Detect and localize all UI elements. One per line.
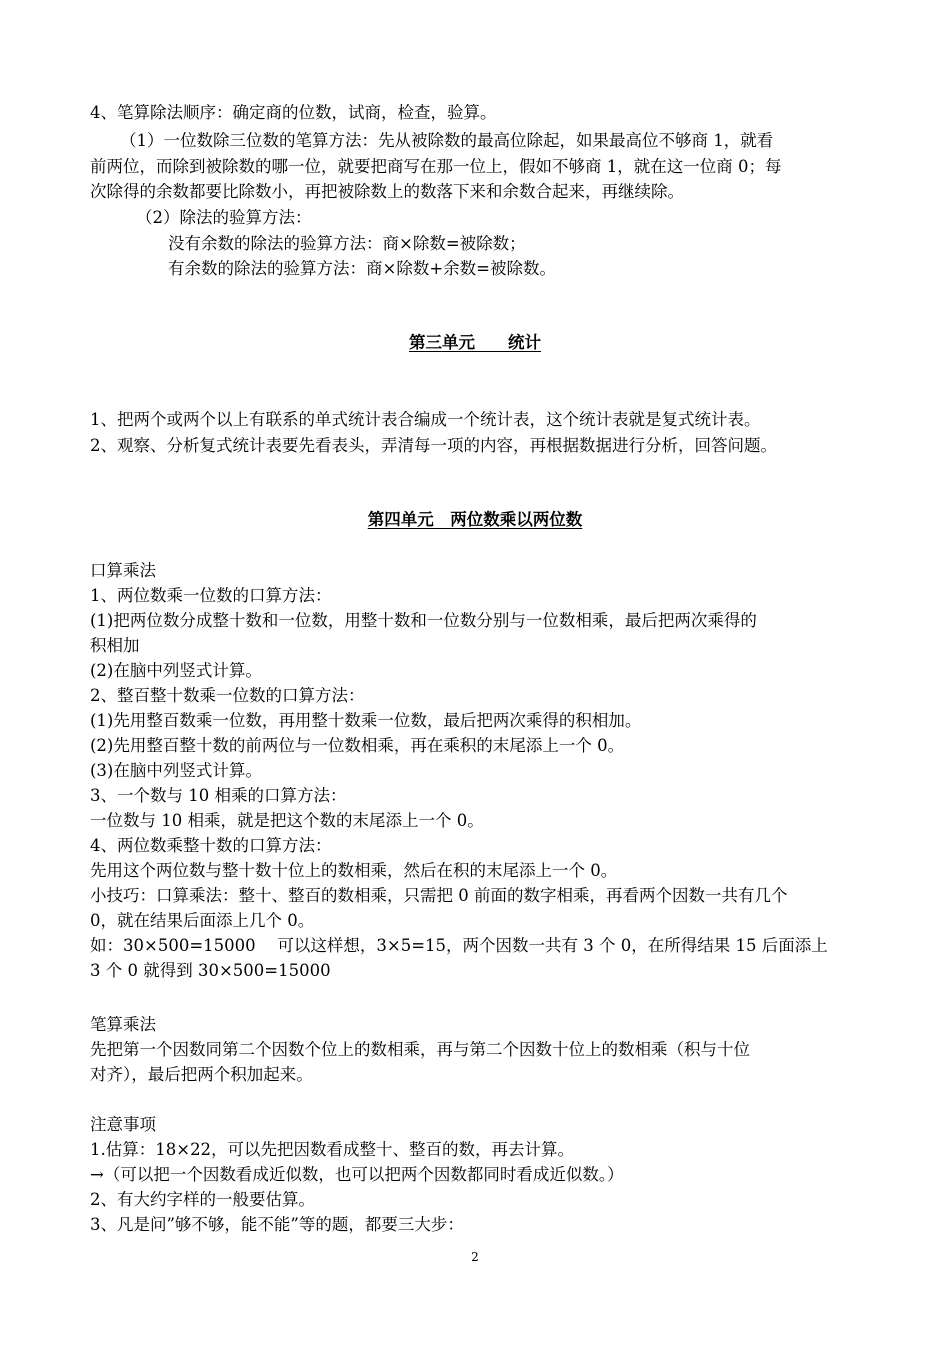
paragraph-line: （1）一位数除三位数的笔算方法：先从被除数的最高位除起，如果最高位不够商 1，就看 [120,131,774,150]
section-heading [0,331,950,355]
paragraph-line: (2)先用整百整十数的前两位与一位数相乘，再在乘积的末尾添上一个 0。 [90,736,625,755]
paragraph-line: 小技巧：口算乘法：整十、整百的数相乘，只需把 0 前面的数字相乘，再看两个因数一共有几个 [90,886,788,905]
paragraph-line: 先用这个两位数与整十数十位上的数相乘，然后在积的末尾添上一个 0。 [90,861,618,880]
page-number: 2 [471,1250,479,1264]
paragraph-line: 2、整百整十数乘一位数的口算方法： [90,686,365,705]
paragraph-line: 1、两位数乘一位数的口算方法： [90,586,332,605]
paragraph-line: 先把第一个因数同第二个因数个位上的数相乘，再与第二个因数十位上的数相乘（积与十位 [90,1040,750,1059]
paragraph-line: (1)把两位数分成整十数和一位数，用整十数和一位数分别与一位数相乘，最后把两次乘得的 [90,611,757,630]
paragraph-line: 4、两位数乘整十数的口算方法： [90,836,332,855]
subsection-title: 笔算乘法 [90,1015,156,1034]
unit3-heading: 第三单元 统计 [409,333,541,352]
paragraph-line: 3 个 0 就得到 30×500=15000 [90,961,331,980]
paragraph-line: 对齐），最后把两个积加起来。 [90,1065,313,1084]
paragraph-line: 1.估算：18×22，可以先把因数看成整十、整百的数，再去计算。 [90,1140,575,1159]
paragraph-line: (1)先用整百数乘一位数，再用整十数乘一位数，最后把两次乘得的积相加。 [90,711,642,730]
paragraph-line: (2)在脑中列竖式计算。 [90,661,262,680]
subsection-title: 口算乘法 [90,561,156,580]
paragraph-line: 有余数的除法的验算方法：商×除数+余数=被除数。 [168,259,556,278]
paragraph-line: 没有余数的除法的验算方法：商×除数=被除数； [168,234,526,253]
paragraph-line: 2、有大约字样的一般要估算。 [90,1190,315,1209]
paragraph-line: 4、笔算除法顺序：确定商的位数，试商，检查，验算。 [90,103,497,122]
paragraph-line: 积相加 [90,636,140,655]
paragraph-line: 0，就在结果后面添上几个 0。 [90,911,315,930]
unit4-heading: 第四单元 两位数乘以两位数 [367,510,583,529]
paragraph-line: 3、一个数与 10 相乘的口算方法： [90,786,347,805]
paragraph-line: 2、观察、分析复式统计表要先看表头，弄清每一项的内容，再根据数据进行分析，回答问题。 [90,436,777,455]
paragraph-line: 如：30×500=15000 可以这样想，3×5=15，两个因数一共有 3 个 0，在所得结果 15 后面添上 [90,936,828,955]
paragraph-line: （2）除法的验算方法： [136,208,312,227]
paragraph-line: (3)在脑中列竖式计算。 [90,761,262,780]
paragraph-line: 3、凡是问”够不够，能不能”等的题，都要三大步： [90,1215,464,1234]
paragraph-line: →（可以把一个因数看成近似数，也可以把两个因数都同时看成近似数。） [90,1165,624,1184]
paragraph-line: 一位数与 10 相乘，就是把这个数的末尾添上一个 0。 [90,811,484,830]
paragraph-line: 前两位，而除到被除数的哪一位，就要把商写在那一位上，假如不够商 1，就在这一位商 0；每 [90,157,782,176]
paragraph-line: 1、把两个或两个以上有联系的单式统计表合编成一个统计表，这个统计表就是复式统计表。 [90,410,761,429]
subsection-title: 注意事项 [90,1115,156,1134]
section-heading [0,508,950,532]
paragraph-line: 次除得的余数都要比除数小，再把被除数上的数落下来和余数合起来，再继续除。 [90,182,684,201]
